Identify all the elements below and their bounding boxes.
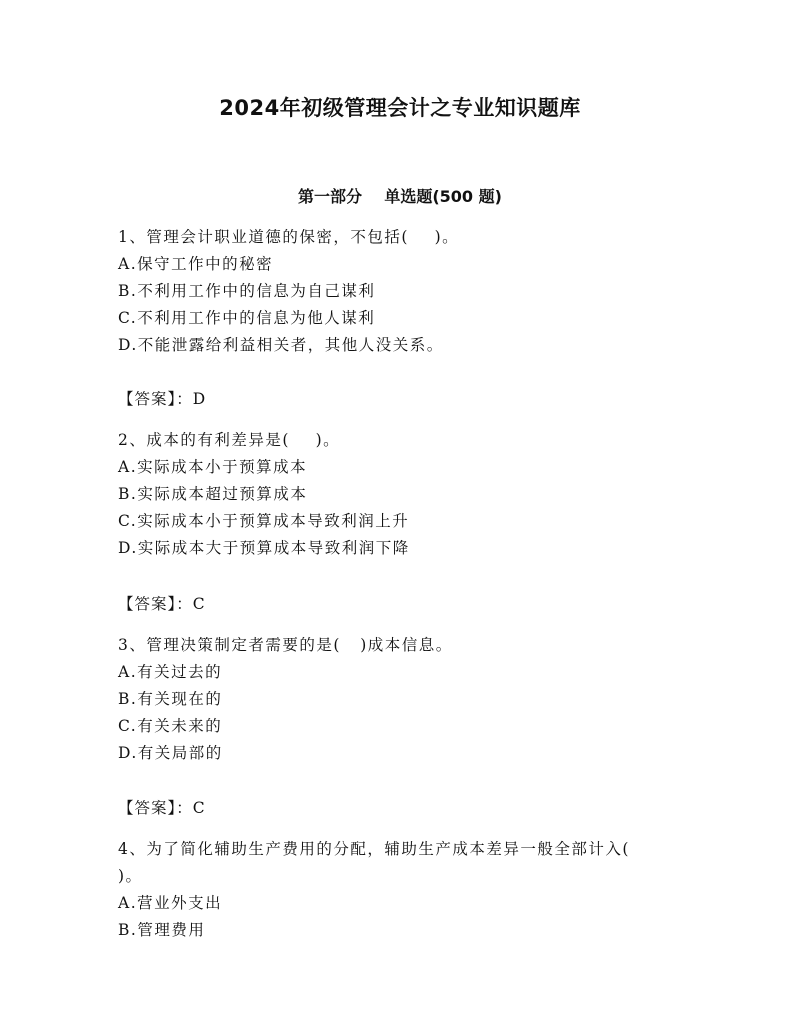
question-4-option-a: A.营业外支出	[118, 894, 223, 912]
section-title: 第一部分 单选题(500 题)	[298, 187, 502, 206]
question-4-option-b: B.管理费用	[118, 921, 206, 939]
question-2-option-b: B.实际成本超过预算成本	[118, 485, 308, 503]
question-3-option-a: A.有关过去的	[118, 663, 223, 681]
question-1-option-a: A.保守工作中的秘密	[118, 255, 274, 273]
question-4-text-line-2: )。	[118, 867, 143, 885]
question-1-text: 1、管理会计职业道德的保密，不包括( )。	[118, 228, 460, 246]
question-1-option-d: D.不能泄露给利益相关者，其他人没关系。	[118, 336, 444, 354]
question-2-text: 2、成本的有利差异是( )。	[118, 431, 341, 449]
question-3-text: 3、管理决策制定者需要的是( )成本信息。	[118, 636, 453, 654]
document-title: 2024年初级管理会计之专业知识题库	[219, 96, 581, 120]
question-2-option-c: C.实际成本小于预算成本导致利润上升	[118, 512, 410, 530]
question-2-option-a: A.实际成本小于预算成本	[118, 458, 308, 476]
question-2-option-d: D.实际成本大于预算成本导致利润下降	[118, 539, 410, 557]
question-2-answer: 【答案】：C	[118, 595, 206, 613]
question-1-answer: 【答案】：D	[118, 390, 207, 408]
question-3-option-c: C.有关未来的	[118, 717, 223, 735]
question-3-option-b: B.有关现在的	[118, 690, 223, 708]
question-3-option-d: D.有关局部的	[118, 744, 223, 762]
question-3-answer: 【答案】：C	[118, 799, 206, 817]
question-4-text-line-1: 4、为了简化辅助生产费用的分配，辅助生产成本差异一般全部计入(	[118, 840, 630, 858]
question-1-option-c: C.不利用工作中的信息为他人谋利	[118, 309, 376, 327]
question-1-option-b: B.不利用工作中的信息为自己谋利	[118, 282, 376, 300]
